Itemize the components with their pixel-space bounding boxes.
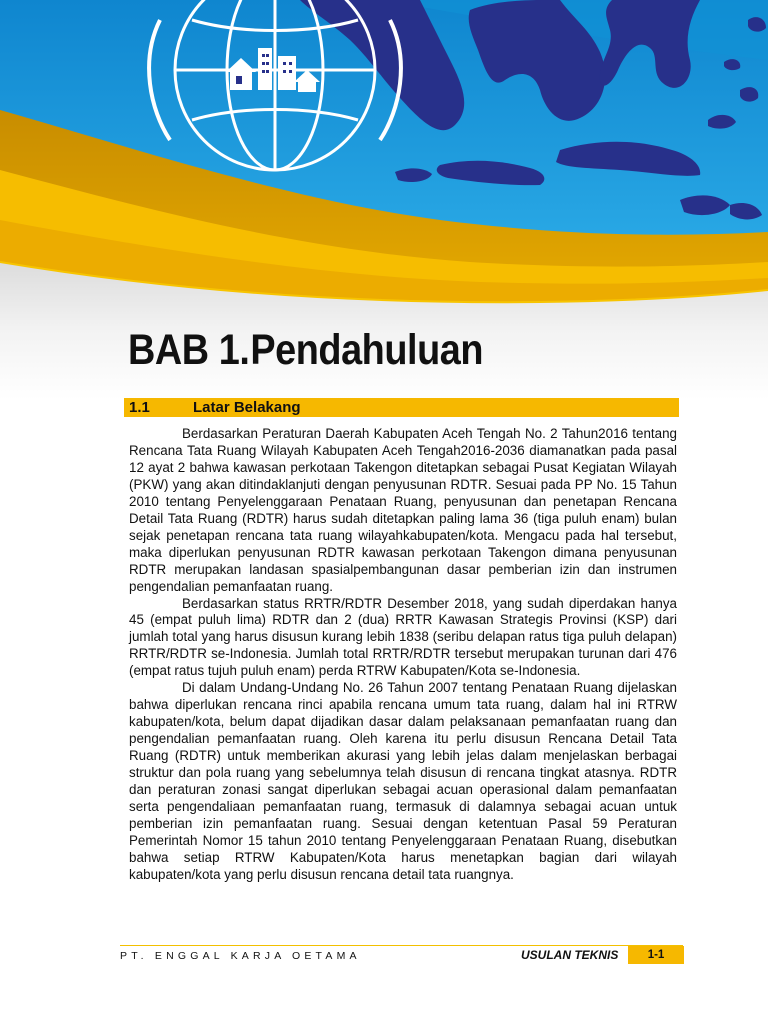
footer-company: PT. ENGGAL KARJA OETAMA [120,950,361,962]
chapter-name: Pendahuluan [250,326,484,374]
paragraph: Berdasarkan Peraturan Daerah Kabupaten Aceh Tengah No. 2 Tahun2016 tentang Rencana Tata Ruang Wilayah Kabupaten Aceh Tengah2016-2036 diamanatkan pada pasal 12 ayat 2 bahwa kawasan perkotaan Takengon ditetapkan sebagai Pusat Kegiatan Wilayah (PKW) yang akan ditindaklanjuti dengan penyusunan RDTR. Sesuai pada PP No. 15 Tahun 2010 tentang Penyelenggaraan Penataan Ruang, penyusunan dan penetapan Rencana Detail Tata Ruang (RDTR) harus sudah ditetapkan paling lama 36 (tiga puluh enam) bulan sejak penetapan rencana tata ruang wilayahkabupaten/kota. Mengacu pada hal tersebut, maka diperlukan penyusunan RDTR kawasan perkotaan Takengon dimana penyusunan RDTR merupakan landasan spasialpembangunan dasar pemberian izin dan instrumen pengendalian pemanfaatan ruang. [129,426,677,594]
chapter-title [128,322,483,378]
chapter-number: BAB 1. [128,326,250,374]
section-heading [124,398,679,417]
section-title: Latar Belakang [193,399,301,416]
paragraph: Berdasarkan status RRTR/RDTR Desember 2018, yang sudah diperdakan hanya 45 (empat puluh lima) RDTR dan 2 (dua) RRTR Kawasan Strategis Provinsi (KSP) dari jumlah total yang harus disusun kurang lebih 1838 (seribu delapan ratus tiga puluh delapan) RRTR/RDTR se-Indonesia. Jumlah total RRTR/RDTR tersebut merupakan turunan dari 476 (empat ratus tujuh puluh enam) perda RTRW Kabupaten/Kota se-Indonesia. [129,595,677,679]
page-number: 1-1 [628,946,684,964]
section-number: 1.1 [129,399,150,416]
footer-document-type: USULAN TEKNIS [521,948,619,962]
body-text [129,426,677,884]
paragraph: Di dalam Undang-Undang No. 26 Tahun 2007 tentang Penataan Ruang dijelaskan bahwa diperlukan rencana rinci apabila rencana umum tata ruang, dalam hal ini RTRW kabupaten/kota, belum dapat dijadikan dasar dalam pelaksanaan pemanfaatan ruang dan pengendalian pemanfaatan ruang. Oleh karena itu perlu disusun Rencana Detail Tata Ruang (RDTR) untuk memberikan akurasi yang lebih jelas dalam menjelaskan berbagai struktur dan pola ruang yang sebelumnya telah disusun di rencana tingkat atasnya. RDTR dan peraturan zonasi sangat diperlukan sebagai acuan operasional dalam pemanfaatan serta pengendaliaan pemanfaatan ruang, termasuk di dalamnya sebagai acuan untuk pemberian izin pemanfaatan ruang. Sesuai dengan ketentuan Pasal 59 Peraturan Pemerintah Nomor 15 tahun 2010 tentang Penyelenggaraan Penataan Ruang, disebutkan bahwa setiap RTRW Kabupaten/Kota harus menetapkan bagian dari wilayah kabupaten/kota yang perlu disusun rencana detail tata ruangnya. [129,680,677,882]
footer-divider [120,945,683,946]
